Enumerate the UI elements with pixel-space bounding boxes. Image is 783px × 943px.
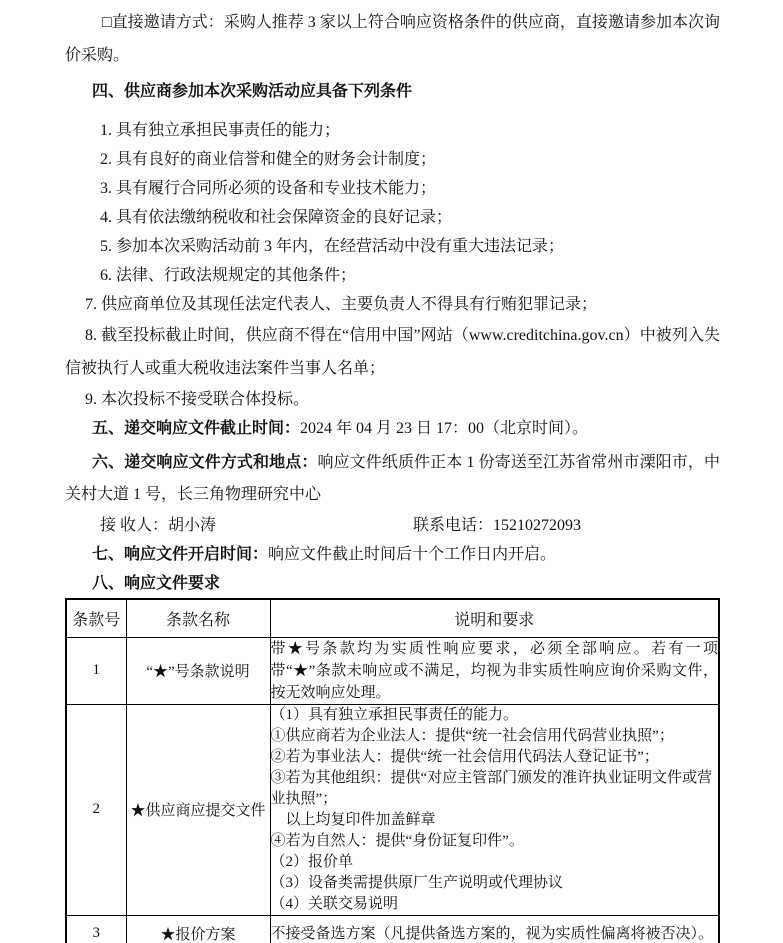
condition-item: 5. 参加本次采购活动前 3 年内，在经营活动中没有重大违法记录； [100, 238, 565, 255]
section5-deadline: 2024 年 04 月 23 日 17：00（北京时间）。 [300, 420, 589, 437]
section6-address: 响应文件纸质件正本 1 份寄送至江苏省常州市溧阳市，中关村大道 1 号，长三角物理研究中心 [65, 454, 720, 503]
condition-item: 7. 供应商单位及其现任法定代表人、主要负责人不得具有行贿犯罪记录； [85, 296, 598, 313]
condition-item: 4. 具有依法缴纳税收和社会保障资金的良好记录； [100, 209, 453, 226]
section7-text: 响应文件截止时间后十个工作日内开启。 [268, 546, 557, 563]
requirements-table [65, 598, 720, 943]
col-header-clause-no: 条款号 [66, 599, 126, 637]
table-row [66, 704, 719, 915]
section8-heading: 八、响应文件要求 [92, 575, 221, 592]
phone-group [378, 511, 581, 540]
desc-line: （4）关联交易说明 [270, 895, 399, 912]
cell-description: 带★号条款均为实质性响应要求，必须全部响应。若有一项带“★”条款未响应或不满足，均视为非实质性响应询价采购文件，按无效响应处理。 [270, 637, 719, 704]
section5-line [65, 414, 720, 443]
section5-label: 五、递交响应文件截止时间： [92, 420, 301, 437]
condition-item: 9. 本次投标不接受联合体投标。 [85, 391, 310, 408]
desc-line: （3）设备类需提供原厂生产说明或代理协议 [270, 874, 564, 891]
phone-number: 15210272093 [493, 517, 582, 534]
section7-label: 七、响应文件开启时间： [92, 546, 269, 563]
condition-item: 2. 具有良好的商业信誉和健全的财务会计制度； [100, 151, 437, 168]
desc-line: ②若为事业法人：提供“统一社会信用代码法人登记证书”； [270, 748, 659, 765]
condition-item: 6. 法律、行政法规规定的其他条件； [100, 267, 357, 284]
table-row [66, 915, 719, 943]
col-header-description: 说明和要求 [270, 599, 719, 637]
section6-label: 六、递交响应文件方式和地点： [92, 454, 318, 471]
conditions-list [65, 116, 720, 414]
desc-line: ④若为自然人：提供“身份证复印件”。 [270, 832, 524, 849]
section7-line [65, 540, 720, 569]
paragraph-direct-invite: □直接邀请方式：采购人推荐 3 家以上符合响应资格条件的供应商，直接邀请参加本次询价采购。 [65, 14, 720, 64]
receiver-label: 接 收人： [100, 517, 169, 534]
cell-description [270, 704, 719, 915]
condition-item: 3. 具有履行合同所必须的设备和专业技术能力； [100, 180, 437, 197]
table-header-row [66, 599, 719, 637]
cell-clause-name: “★”号条款说明 [126, 637, 270, 704]
desc-line: （2）报价单 [270, 853, 354, 870]
desc-line: 以上均复印件加盖鲜章 [270, 811, 436, 828]
condition-item: 1. 具有独立承担民事责任的能力； [100, 122, 341, 139]
contact-line [65, 511, 720, 540]
cell-clause-no: 2 [66, 704, 126, 915]
cell-description: 不接受备选方案（凡提供备选方案的，视为实质性偏离将被否决）。 [270, 915, 719, 943]
cell-clause-no: 1 [66, 637, 126, 704]
cell-clause-name: ★供应商应提交文件 [126, 704, 270, 915]
receiver-name: 胡小涛 [168, 517, 217, 534]
col-header-clause-name: 条款名称 [126, 599, 270, 637]
cell-clause-name: ★报价方案 [126, 915, 270, 943]
section6-line [65, 447, 720, 511]
desc-line: ③若为其他组织：提供“对应主管部门颁发的准许执业证明文件或营业执照”； [270, 769, 713, 807]
phone-label: 联系电话： [413, 517, 494, 534]
section4-heading: 四、供应商参加本次采购活动应具备下列条件 [92, 83, 413, 100]
table-row [66, 637, 719, 704]
desc-line: （1）具有独立承担民事责任的能力。 [270, 706, 519, 723]
condition-item: 8. 截至投标截止时间，供应商不得在“信用中国”网站（www.creditchina.gov.cn）中被列入失信被执行人或重大税收违法案件当事人名单； [65, 327, 720, 377]
desc-line: ①供应商若为企业法人：提供“统一社会信用代码营业执照”； [270, 727, 674, 744]
cell-clause-no: 3 [66, 915, 126, 943]
